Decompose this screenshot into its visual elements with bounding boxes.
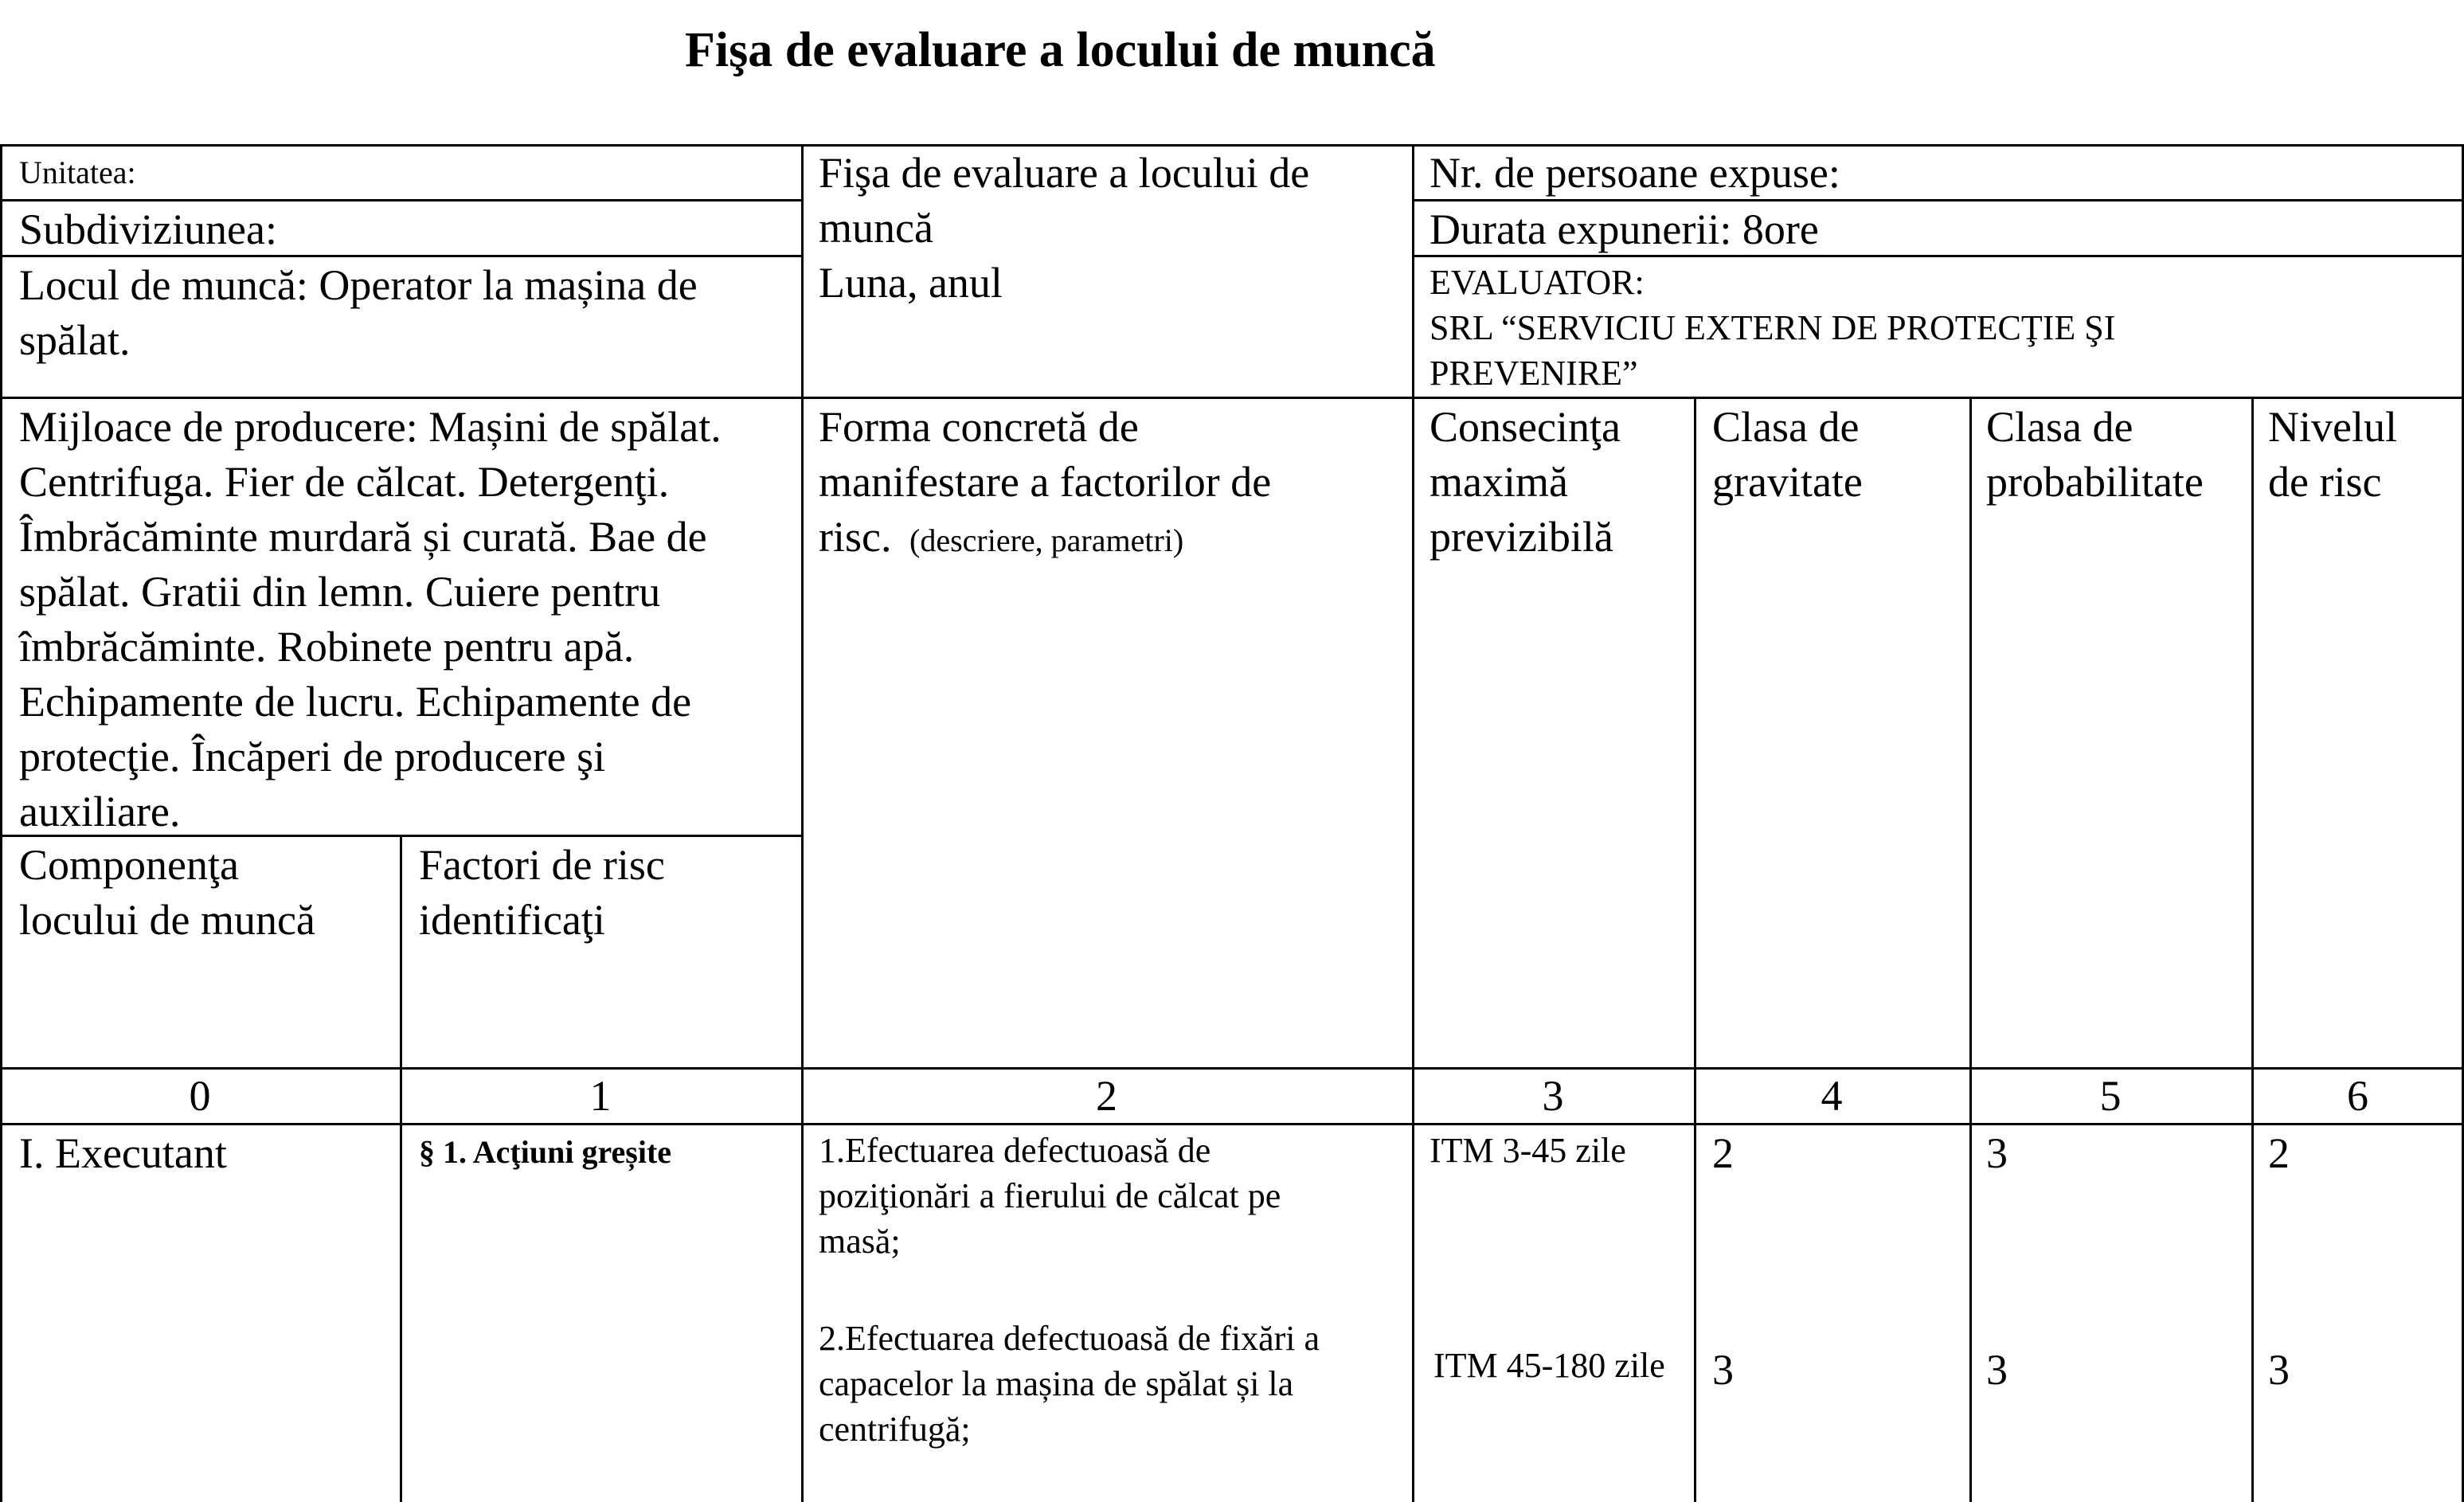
page-title: Fişa de evaluare a locului de muncă bbox=[685, 23, 1436, 77]
column-number: 4 bbox=[1821, 1072, 1843, 1120]
mijloace-text: îmbrăcăminte. Robinete pentru apă. bbox=[19, 623, 635, 671]
locul-de-munca-label: Locul de muncă: Operator la mașina de bbox=[19, 261, 698, 309]
evaluator-label: EVALUATOR: bbox=[1430, 263, 1645, 302]
fisa-label: muncă bbox=[819, 204, 933, 252]
probabilitate-value: 3 bbox=[1986, 1129, 2008, 1177]
gravitate-value: 2 bbox=[1712, 1129, 1734, 1177]
header-factori: identificaţi bbox=[419, 896, 605, 944]
header-probabilitate: Clasa de bbox=[1986, 403, 2134, 451]
header-componenta: Componenţa bbox=[19, 841, 239, 889]
mijloace-text: Mijloace de producere: Mașini de spălat. bbox=[19, 403, 722, 451]
component-cell: I. Executant bbox=[19, 1129, 227, 1177]
locul-de-munca-label: spălat. bbox=[19, 316, 131, 364]
risk-description: masă; bbox=[819, 1222, 901, 1261]
gravitate-value: 3 bbox=[1712, 1346, 1734, 1394]
probabilitate-value: 3 bbox=[1986, 1346, 2008, 1394]
header-probabilitate: probabilitate bbox=[1986, 458, 2204, 506]
mijloace-text: Echipamente de lucru. Echipamente de bbox=[19, 678, 692, 726]
header-componenta: locului de muncă bbox=[19, 896, 315, 944]
risk-description: capacelor la mașina de spălat și la bbox=[819, 1364, 1294, 1403]
risk-description: poziţionări a fierului de călcat pe bbox=[819, 1176, 1281, 1215]
subdiviziunea-label: Subdiviziunea: bbox=[19, 205, 277, 253]
column-number: 5 bbox=[2099, 1072, 2122, 1120]
header-gravitate: gravitate bbox=[1712, 458, 1863, 506]
header-consecinta: maximă bbox=[1430, 458, 1568, 506]
consecinta-value: ITM 45-180 zile bbox=[1433, 1346, 1665, 1385]
mijloace-text: spălat. Gratii din lemn. Cuiere pentru bbox=[19, 568, 661, 616]
header-forma-note: (descriere, parametri) bbox=[909, 522, 1184, 558]
table-border-left bbox=[0, 144, 2, 1502]
mijloace-text: protecţie. Încăperi de producere şi bbox=[19, 733, 606, 780]
mijloace-text: Îmbrăcăminte murdară și curată. Bae de bbox=[19, 513, 707, 561]
header-consecinta: Consecinţa bbox=[1430, 403, 1621, 451]
risk-description: centrifugă; bbox=[819, 1410, 971, 1449]
fisa-label: Fişa de evaluare a locului de bbox=[819, 149, 1310, 197]
nivel-value: 3 bbox=[2268, 1346, 2290, 1394]
column-divider bbox=[400, 835, 402, 1502]
luna-anul-label: Luna, anul bbox=[819, 259, 1003, 307]
consecinta-value: ITM 3-45 zile bbox=[1430, 1131, 1626, 1170]
factor-cell: § 1. Acţiuni greșite bbox=[419, 1134, 672, 1170]
column-divider bbox=[1969, 397, 1972, 1502]
evaluator-name: SRL “SERVICIU EXTERN DE PROTECŢIE ŞI bbox=[1430, 308, 2116, 347]
column-number: 2 bbox=[1096, 1072, 1117, 1120]
nivel-value: 2 bbox=[2268, 1129, 2290, 1177]
header-forma: manifestare a factorilor de bbox=[819, 458, 1272, 506]
column-number: 0 bbox=[189, 1072, 211, 1120]
durata-label: Durata expunerii: 8ore bbox=[1430, 205, 1819, 253]
mijloace-text: auxiliare. bbox=[19, 788, 181, 835]
nr-persoane-label: Nr. de persoane expuse: bbox=[1430, 149, 1840, 197]
risk-description: 1.Efectuarea defectuoasă de bbox=[819, 1131, 1211, 1170]
header-gravitate: Clasa de bbox=[1712, 403, 1860, 451]
evaluator-name: PREVENIRE” bbox=[1430, 354, 1638, 393]
risk-description: 2.Efectuarea defectuoasă de fixări a bbox=[819, 1319, 1320, 1358]
header-forma: risc. bbox=[819, 513, 892, 561]
unitatea-label: Unitatea: bbox=[19, 155, 136, 190]
column-number: 6 bbox=[2347, 1072, 2368, 1120]
header-nivel: Nivelul bbox=[2268, 403, 2397, 451]
column-divider bbox=[801, 144, 804, 1502]
header-forma: Forma concretă de bbox=[819, 403, 1139, 451]
column-divider bbox=[1412, 144, 1414, 1502]
header-factori: Factori de risc bbox=[419, 841, 665, 889]
mijloace-text: Centrifuga. Fier de călcat. Detergenţi. bbox=[19, 458, 670, 506]
column-number: 3 bbox=[1542, 1072, 1564, 1120]
column-number: 1 bbox=[589, 1072, 612, 1120]
header-consecinta: previzibilă bbox=[1430, 513, 1613, 561]
header-nivel: de risc bbox=[2268, 458, 2382, 506]
column-divider bbox=[1694, 397, 1696, 1502]
column-divider bbox=[2251, 397, 2254, 1502]
row-divider bbox=[0, 397, 2464, 399]
